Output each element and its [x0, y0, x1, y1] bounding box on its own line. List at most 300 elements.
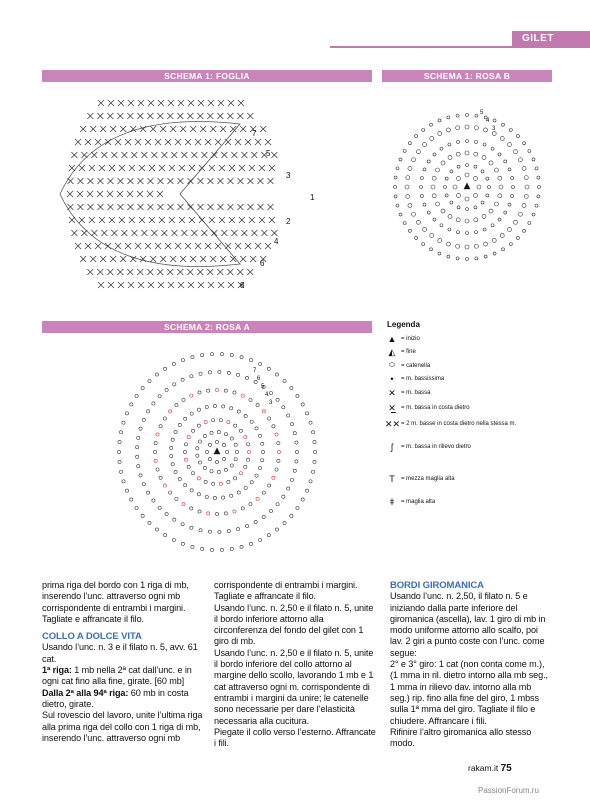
stitch-mark: [396, 204, 399, 207]
stitch-mark: [215, 139, 221, 145]
row-number: 7: [252, 129, 257, 138]
stitch-mark: [237, 410, 240, 413]
stitch-mark: [205, 243, 211, 249]
stitch-mark: [311, 431, 314, 434]
paragraph: 1ª riga: 1 mb nella 2ª cat dall’unc. e in ogni cat fino alla fine, girate. [60 mb]: [42, 665, 192, 687]
stitch-mark: [483, 228, 486, 231]
stitch-mark: [504, 160, 507, 163]
stitch-mark: [98, 100, 104, 106]
stitch-mark: [215, 460, 218, 463]
stitch-mark: [256, 404, 259, 407]
stitch-mark: [448, 228, 451, 231]
stitch-mark: [456, 218, 460, 222]
chain-icon: ⬭: [389, 362, 395, 369]
stitch-mark: [255, 474, 258, 477]
header-rule: [330, 46, 590, 48]
stitch-mark: [167, 178, 173, 184]
stitch-mark: [121, 152, 127, 158]
stitch-mark: [239, 472, 242, 475]
stitch-mark: [127, 191, 133, 197]
stitch-mark: [465, 219, 469, 223]
stitch-mark: [198, 461, 201, 464]
stitch-mark: [528, 150, 531, 153]
stitch-mark: [161, 230, 167, 236]
stitch-mark: [100, 126, 106, 132]
stitch-mark: [71, 152, 77, 158]
stitch-mark: [135, 506, 138, 509]
stitch-mark: [101, 152, 107, 158]
stitch-mark: [293, 469, 296, 472]
stitch-mark: [484, 128, 488, 132]
stitch-mark: [153, 450, 156, 453]
stitch-mark: [138, 282, 144, 288]
stitch-mark: [259, 538, 262, 541]
stitch-mark: [149, 217, 155, 223]
round-number: 4: [486, 118, 490, 124]
stitch-mark: [118, 460, 121, 463]
stitch-mark: [396, 167, 399, 170]
stitch-mark: [275, 528, 278, 531]
paragraph: 2° e 3° giro: 1 cat (non conta come m.), (1 mma in ril. dietro intorno alla mb seg., 1 mma in rilievo dav. intorno alla mb seg.) rip. fino alla fine del giro, 1 mbss sulla 1ª mma del giro. Tagliate il filo e chiudere. Affrancare i fili.: [390, 659, 548, 726]
stitch-mark: [157, 191, 163, 197]
stitch-mark: [210, 470, 213, 473]
stitch-mark: [408, 204, 412, 208]
stitch-mark: [465, 173, 469, 177]
stitch-mark: [197, 204, 203, 210]
stitch-mark: [127, 178, 133, 184]
stitch-mark: [139, 474, 142, 477]
paragraph: Usando l’unc. n. 2,50 e il filato n. 5, unite il bordo inferiore attorno alla circonferenza del fondo del gilet con 1 giro di mb.: [214, 602, 374, 647]
stitch-mark: [269, 391, 272, 394]
stitch-mark: [107, 178, 113, 184]
stitch-mark: [282, 495, 285, 498]
legend-item: ✕✕ = 2 m. basse in costa dietro nella stessa m.: [385, 418, 517, 429]
slip-stitch-icon: •: [390, 374, 394, 384]
stitch-mark: [136, 455, 139, 458]
stitch-mark: [90, 126, 96, 132]
stitch-mark: [177, 269, 183, 275]
stitch-mark: [198, 391, 201, 394]
stitch-mark: [118, 282, 124, 288]
stitch-mark: [159, 217, 165, 223]
stitch-mark: [105, 139, 111, 145]
stitch-mark: [182, 503, 185, 506]
stitch-mark: [210, 431, 213, 434]
section-heading: COLLO A DOLCE VITA: [42, 631, 142, 643]
stitch-mark: [412, 158, 416, 162]
stitch-mark: [203, 466, 206, 469]
stitch-mark: [137, 436, 140, 439]
stitch-mark: [313, 450, 316, 453]
stitch-mark: [191, 356, 194, 359]
stitch-mark: [313, 440, 316, 443]
stitch-mark: [201, 354, 204, 357]
stitch-mark: [85, 139, 91, 145]
stitch-mark: [486, 194, 489, 197]
stitch-mark: [456, 126, 460, 130]
stitch-mark: [466, 140, 469, 143]
stitch-mark: [105, 243, 111, 249]
stitch-mark: [170, 126, 176, 132]
stitch-mark: [309, 421, 312, 424]
stitch-mark: [220, 548, 223, 551]
stitch-mark: [130, 403, 133, 406]
stitch-mark: [241, 230, 247, 236]
stitch-mark: [152, 499, 155, 502]
stitch-mark: [230, 437, 233, 440]
stitch-mark: [431, 185, 435, 189]
stitch-mark: [475, 257, 478, 260]
stitch-mark: [173, 383, 176, 386]
stitch-mark: [89, 217, 95, 223]
stitch-mark: [427, 160, 430, 163]
stitch-mark: [181, 359, 184, 362]
stitch-mark: [108, 282, 114, 288]
page-number: 75: [500, 763, 512, 774]
stitch-mark: [234, 458, 237, 461]
stitch-mark: [109, 165, 115, 171]
stitch-mark: [210, 256, 216, 262]
stitch-mark: [180, 256, 186, 262]
stitch-mark: [152, 402, 155, 405]
stitch-mark: [178, 282, 184, 288]
stitch-mark: [231, 152, 237, 158]
stitch-mark: [239, 429, 242, 432]
legend-item: T = mezza maglia alta: [385, 472, 455, 486]
stitch-mark: [259, 165, 265, 171]
stitch-mark: [67, 191, 73, 197]
stitch-mark: [198, 100, 204, 106]
stitch-mark: [420, 186, 423, 189]
stitch-mark: [247, 450, 250, 453]
stitch-mark: [456, 152, 460, 156]
stitch-mark: [187, 436, 190, 439]
stitch-mark: [507, 227, 511, 231]
stitch-mark: [245, 376, 248, 379]
stitch-mark: [184, 443, 187, 446]
stitch-mark: [484, 255, 487, 258]
stitch-mark: [210, 353, 213, 356]
stitch-mark: [500, 136, 504, 140]
stitch-mark: [523, 229, 526, 232]
stitch-mark: [305, 489, 308, 492]
stitch-mark: [227, 113, 233, 119]
stitch-mark: [220, 353, 223, 356]
stitch-mark: [473, 193, 477, 197]
stitch-mark: [184, 484, 187, 487]
stitch-mark: [224, 468, 227, 471]
stitch-mark: [466, 258, 469, 261]
stitch-mark: [249, 165, 255, 171]
stitch-mark: [311, 470, 314, 473]
stitch-mark: [77, 191, 83, 197]
stitch-mark: [251, 230, 257, 236]
stitch-mark: [178, 423, 181, 426]
stitch-mark: [301, 403, 304, 406]
stitch-mark: [170, 455, 173, 458]
stitch-mark: [109, 217, 115, 223]
stitch-mark: [218, 100, 224, 106]
stitch-mark: [139, 427, 142, 430]
stitch-mark: [199, 372, 202, 375]
round-number: 7: [253, 368, 257, 374]
stitch-mark: [277, 450, 280, 453]
stitch-mark: [537, 176, 540, 179]
stitch-mark: [197, 424, 200, 427]
stitch-mark: [157, 204, 163, 210]
stitch-mark: [89, 165, 95, 171]
round-number: 3: [492, 126, 496, 132]
stitch-mark: [156, 468, 159, 471]
stitch-mark: [246, 443, 249, 446]
stitch-mark: [305, 412, 308, 415]
stitch-mark: [161, 152, 167, 158]
stitch-mark: [172, 538, 175, 541]
stitch-mark: [422, 243, 425, 246]
stitch-mark: [210, 548, 213, 551]
stitch-mark: [262, 410, 265, 413]
stitch-mark: [261, 459, 264, 462]
stitch-mark: [474, 165, 477, 168]
stitch-mark: [211, 230, 217, 236]
round-number: 5: [261, 384, 265, 390]
text-column-1: [42, 580, 206, 744]
stitch-mark: [489, 161, 493, 165]
stitch-mark: [441, 161, 445, 165]
stitch-mark: [250, 420, 253, 423]
stitch-mark: [199, 529, 202, 532]
stitch-mark: [229, 217, 235, 223]
stitch-mark: [241, 394, 244, 397]
stitch-mark: [174, 430, 177, 433]
stitch-mark: [135, 394, 138, 397]
stitch-mark: [309, 480, 312, 483]
stitch-mark: [408, 142, 411, 145]
stitch-mark: [213, 496, 216, 499]
stitch-mark: [457, 231, 460, 234]
stitch-mark: [430, 248, 433, 251]
stitch-mark: [403, 150, 406, 153]
stitch-mark: [538, 186, 541, 189]
stitch-mark: [240, 256, 246, 262]
stitch-mark: [446, 242, 450, 246]
stitch-mark: [215, 243, 221, 249]
stitch-mark: [473, 177, 477, 181]
stitch-mark: [147, 204, 153, 210]
stitch-mark: [77, 178, 83, 184]
stitch-mark: [201, 152, 207, 158]
paragraph: prima riga del bordo con 1 riga di mb, inserendo l’unc. attraverso ogni mb corrispondente di entrambi i margini. Tagliate e affrancate il filo.: [42, 580, 189, 624]
row-number: 2: [286, 217, 291, 226]
stitch-mark: [233, 391, 236, 394]
stitch-mark: [203, 434, 206, 437]
stitch-mark: [81, 152, 87, 158]
stitch-mark: [227, 269, 233, 275]
stitch-mark: [481, 170, 484, 173]
stitch-mark: [147, 178, 153, 184]
stitch-mark: [433, 218, 436, 221]
stitch-mark: [175, 497, 178, 500]
stitch-mark: [219, 165, 225, 171]
stitch-mark: [295, 460, 298, 463]
stitch-mark: [532, 158, 535, 161]
stitch-mark: [207, 178, 213, 184]
stitch-mark: [518, 212, 522, 216]
stitch-mark: [120, 256, 126, 262]
watermark: PassionForum.ru: [478, 786, 539, 795]
stitch-mark: [262, 515, 265, 518]
stitch-mark: [408, 166, 412, 170]
stitch-mark: [269, 509, 272, 512]
stitch-mark: [87, 269, 93, 275]
stitch-mark: [208, 443, 211, 446]
stitch-mark: [433, 153, 436, 156]
stitch-mark: [197, 408, 200, 411]
stitch-mark: [217, 113, 223, 119]
stitch-mark: [522, 166, 526, 170]
stitch-mark: [217, 204, 223, 210]
stitch-mark: [217, 430, 220, 433]
stitch-mark: [271, 152, 277, 158]
stitch-mark: [313, 460, 316, 463]
stitch-mark: [466, 114, 469, 117]
stitch-mark: [135, 139, 141, 145]
stitch-mark: [81, 230, 87, 236]
stitch-mark: [205, 495, 208, 498]
rose-a-diagram: [105, 342, 335, 574]
stitch-mark: [481, 201, 484, 204]
stitch-mark: [110, 256, 116, 262]
stitch-mark: [239, 165, 245, 171]
stitch-mark: [268, 417, 271, 420]
stitch-mark: [190, 256, 196, 262]
stitch-mark: [236, 373, 239, 376]
stitch-mark: [205, 406, 208, 409]
stitch-mark: [514, 150, 518, 154]
stitch-mark: [244, 414, 247, 417]
stitch-mark: [125, 412, 128, 415]
stitch-mark: [177, 204, 183, 210]
stitch-mark: [247, 113, 253, 119]
stitch-mark: [535, 204, 538, 207]
round-number: 5: [480, 110, 484, 116]
stitch-mark: [200, 126, 206, 132]
legend-title: Legenda: [387, 320, 420, 329]
stitch-mark: [147, 191, 153, 197]
stitch-mark: [412, 212, 416, 216]
stitch-mark: [197, 269, 203, 275]
stitch-mark: [137, 191, 143, 197]
stitch-mark: [293, 432, 296, 435]
stitch-mark: [290, 423, 293, 426]
stitch-mark: [267, 204, 273, 210]
stitch-mark: [233, 510, 236, 513]
stitch-mark: [474, 218, 478, 222]
stitch-mark: [234, 443, 237, 446]
section-tab: GILET: [512, 31, 590, 47]
stitch-mark: [238, 100, 244, 106]
stitch-mark: [198, 510, 201, 513]
stitch-mark: [466, 208, 469, 211]
stitch-mark: [438, 252, 441, 255]
stitch-mark: [142, 483, 145, 486]
stitch-mark: [290, 514, 293, 517]
stitch-mark: [440, 224, 443, 227]
stitch-mark: [259, 217, 265, 223]
stitch-mark: [423, 203, 426, 206]
stitch-mark: [234, 477, 237, 480]
stitch-mark: [523, 142, 526, 145]
stitch-mark: [227, 204, 233, 210]
stitch-mark: [240, 356, 243, 359]
stitch-mark: [287, 414, 290, 417]
stitch-mark: [169, 165, 175, 171]
stitch-mark: [465, 125, 469, 129]
single-crochet-icon: ✕: [388, 387, 396, 398]
stitch-mark: [188, 100, 194, 106]
stitch-mark: [260, 126, 266, 132]
stitch-mark: [160, 126, 166, 132]
stitch-mark: [394, 195, 397, 198]
stitch-mark: [482, 156, 486, 160]
stitch-mark: [97, 269, 103, 275]
stitch-mark: [130, 498, 133, 501]
stitch-mark: [234, 424, 237, 427]
stitch-mark: [75, 243, 81, 249]
stitch-mark: [518, 158, 522, 162]
stitch-mark: [91, 230, 97, 236]
stitch-mark: [201, 230, 207, 236]
stitch-mark: [190, 507, 193, 510]
stitch-mark: [159, 476, 162, 479]
stitch-mark: [265, 243, 271, 249]
stitch-mark: [474, 152, 478, 156]
stitch-mark: [155, 139, 161, 145]
stitch-mark: [172, 362, 175, 365]
stitch-mark: [204, 420, 207, 423]
stitch-mark: [220, 256, 226, 262]
stitch-mark: [267, 367, 270, 370]
stitch-mark: [127, 269, 133, 275]
stitch-mark: [456, 114, 459, 117]
stitch-mark: [492, 238, 496, 242]
stitch-mark: [99, 217, 105, 223]
stitch-mark: [181, 523, 184, 526]
stitch-mark: [494, 202, 498, 206]
text-column-2: [214, 580, 378, 749]
stitch-mark: [246, 458, 249, 461]
stitch-mark: [483, 143, 486, 146]
stitch-mark: [255, 427, 258, 430]
stitch-mark: [432, 194, 436, 198]
stitch-mark: [474, 140, 477, 143]
stitch-mark: [244, 465, 247, 468]
stitch-mark: [140, 256, 146, 262]
stitch-mark: [255, 243, 261, 249]
stitch-mark: [69, 165, 75, 171]
stitch-mark: [97, 204, 103, 210]
stitch-mark: [212, 419, 215, 422]
stitch-mark: [182, 398, 185, 401]
stitch-mark: [111, 152, 117, 158]
stitch-mark: [151, 230, 157, 236]
stitch-mark: [122, 480, 125, 483]
stitch-mark: [416, 150, 420, 154]
stitch-mark: [158, 282, 164, 288]
stitch-mark: [131, 152, 137, 158]
stitch-mark: [283, 379, 286, 382]
stitch-mark: [141, 230, 147, 236]
